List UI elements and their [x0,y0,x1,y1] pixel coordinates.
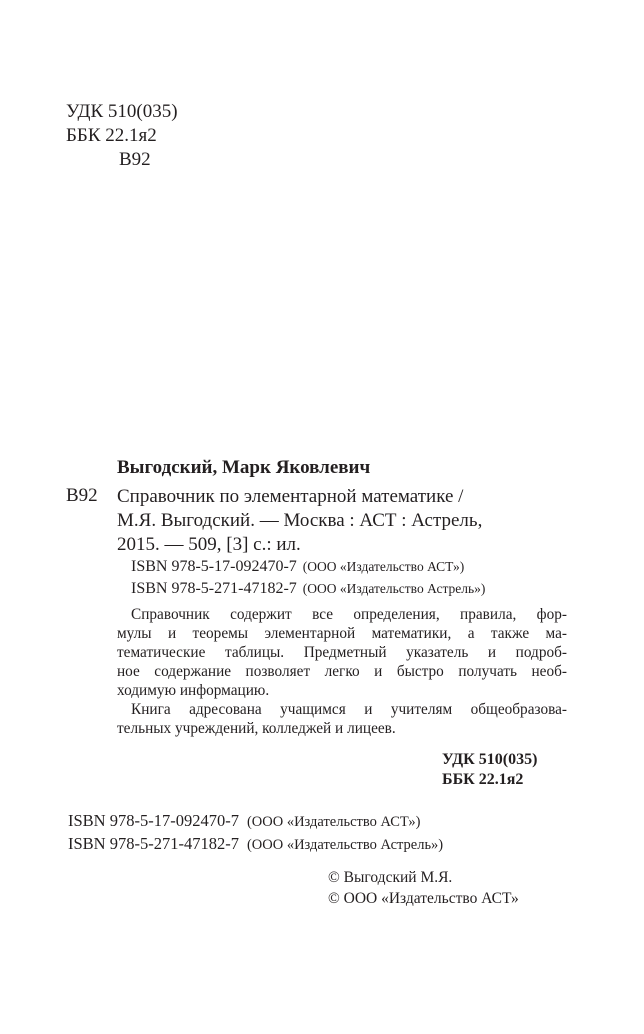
description-line: 2015. — 509, [3] с.: ил. [117,534,301,555]
isbn-row [131,556,485,578]
description-line: Справочник по элементарной математике / [117,486,464,507]
top-classification-codes [66,100,178,172]
annotation-line: тельных учреждений, колледжей и лицеев. [117,720,396,737]
annotation-line: Книга адресована учащимся и учителям общеобразова- [131,701,567,718]
annotation [117,605,567,738]
annotation-line: ходимую информацию. [117,682,270,699]
annotation-line: мулы и теоремы элементарной математики, а также ма- [117,625,567,642]
bottom-isbn-list [68,810,443,856]
isbn-publisher: (ООО «Издательство АСТ») [302,559,465,574]
copyright-line: © ООО «Издательство АСТ» [328,890,519,907]
isbn-number: ISBN 978-5-271-47182-7 [131,580,297,597]
card-isbn-list [131,556,485,600]
isbn-row [68,833,443,856]
bbk-code: ББК 22.1я2 [66,125,157,146]
description-line: М.Я. Выгодский. — Москва : АСТ : Астрель, [117,510,483,531]
card-author-sign: В92 [66,485,98,506]
isbn-publisher: (ООО «Издательство Астрель») [246,837,444,853]
isbn-row [131,578,485,600]
annotation-paragraph [117,605,567,624]
isbn-number: ISBN 978-5-17-092470-7 [68,811,239,830]
annotation-line: Справочник содержит все определения, правила, фор- [131,606,567,623]
udk-code: УДК 510(035) [66,101,178,122]
udk-code: УДК 510(035) [442,751,538,768]
author-sign: В92 [119,149,151,170]
bbk-code: ББК 22.1я2 [442,771,524,788]
annotation-line: тематические таблицы. Предметный указатель и подроб- [117,644,567,661]
bibliographic-description [117,485,482,557]
isbn-publisher: (ООО «Издательство АСТ») [246,814,421,830]
author-heading: Выгодский, Марк Яковлевич [117,457,371,478]
annotation-paragraph [117,700,567,719]
isbn-row [68,810,443,833]
annotation-line: ное содержание позволяет легко и быстро получать необ- [117,663,567,680]
bottom-classification-codes [442,750,537,790]
isbn-publisher: (ООО «Издательство Астрель») [302,581,486,596]
copyright-notice [328,867,519,909]
isbn-number: ISBN 978-5-17-092470-7 [131,558,297,575]
isbn-number: ISBN 978-5-271-47182-7 [68,834,239,853]
copyright-line: © Выгодский М.Я. [328,869,453,886]
